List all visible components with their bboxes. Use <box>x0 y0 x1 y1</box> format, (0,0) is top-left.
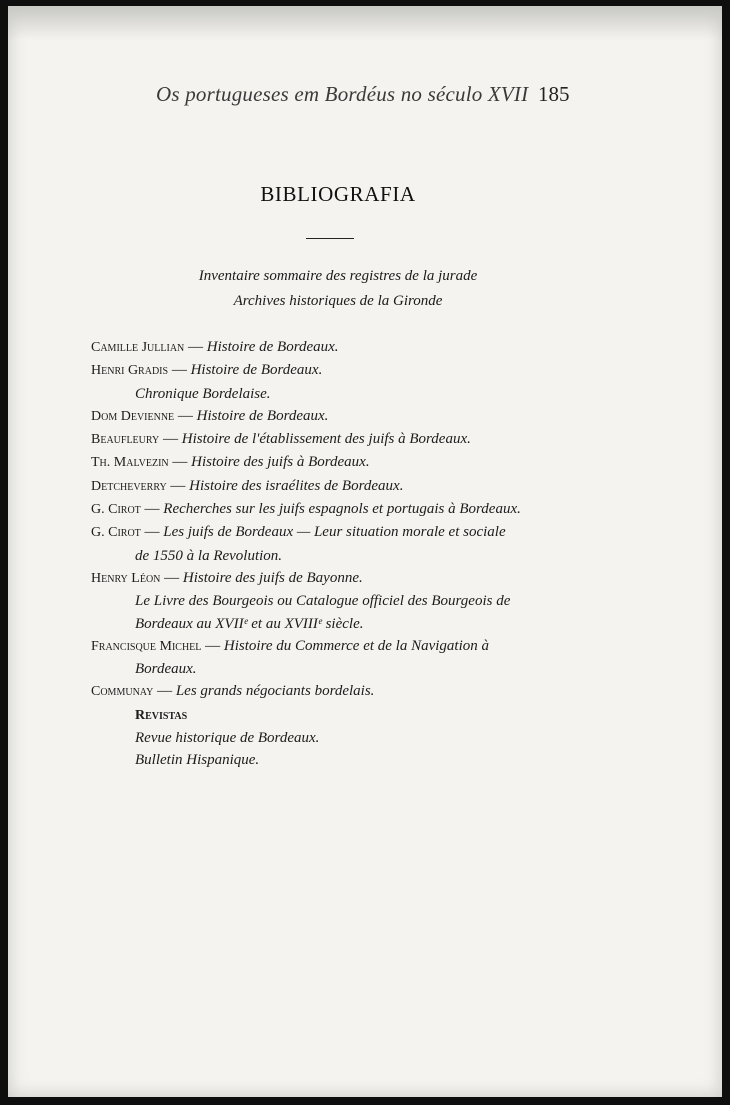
running-head: Os portugueses em Bordéus no século XVII <box>156 82 529 106</box>
bib-separator: — <box>168 362 191 379</box>
bib-author: G. Cirot <box>91 525 141 541</box>
section-heading: BIBLIOGRAFIA <box>260 182 416 206</box>
bib-author: Henri Gradis <box>91 363 169 379</box>
revistas-label <box>91 704 567 727</box>
bib-title: Histoire de Bordeaux. <box>196 407 329 424</box>
page-number: 185 <box>538 82 570 106</box>
bib-entry <box>91 521 567 567</box>
bib-entry <box>91 359 567 382</box>
revistas-label-text: Revistas <box>135 707 188 723</box>
bib-title: Histoire de Bordeaux. <box>190 362 323 379</box>
bib-title-continuation: de 1550 à la Revolution. <box>135 547 283 564</box>
bib-entry <box>91 567 567 590</box>
bib-title: Le Livre des Bourgeois ou Catalogue officiel des Bourgeois de <box>135 593 511 610</box>
bib-title: Histoire des israélites de Bordeaux. <box>189 477 404 494</box>
bib-author: Beaufleury <box>91 432 160 448</box>
revista-item <box>91 749 567 771</box>
bib-separator: — <box>160 569 183 586</box>
bib-separator: — <box>153 683 176 700</box>
bib-title: Histoire de l'établissement des juifs à Bordeaux. <box>181 431 471 448</box>
bib-title: Histoire des juifs de Bayonne. <box>182 569 363 586</box>
bib-entry <box>91 383 567 405</box>
bib-title: Histoire de Bordeaux. <box>206 339 339 355</box>
bib-author: Henry Léon <box>91 570 161 586</box>
bib-author: G. Cirot <box>91 502 141 518</box>
source-line-1: Inventaire sommaire des registres de la jurade <box>198 268 478 284</box>
bib-author: Camille Jullian <box>91 340 185 355</box>
bib-entry <box>91 635 567 681</box>
bib-author: Communay <box>91 684 154 700</box>
bib-author: Dom Devienne <box>91 408 175 424</box>
scan-shadow <box>8 6 722 40</box>
revista-item <box>91 727 567 749</box>
bib-title-continuation: Bordeaux au XVIIᵉ et au XVIIIᵉ siècle. <box>135 615 364 632</box>
bib-title: Recherches sur les juifs espagnols et portugais à Bordeaux. <box>163 501 521 518</box>
revista-title: Revue historique de Bordeaux. <box>135 730 320 747</box>
bib-separator: — <box>201 637 224 654</box>
bibliography-list <box>91 336 567 772</box>
heading-rule <box>306 238 354 239</box>
bib-author: Th. Malvezin <box>91 455 169 471</box>
bib-separator: — <box>166 477 190 494</box>
bib-entry <box>91 475 567 498</box>
bib-separator: — <box>184 339 207 355</box>
bib-entry <box>91 451 567 474</box>
bib-author: Detcheverry <box>91 478 167 494</box>
book-page <box>8 6 722 1097</box>
bib-separator: — <box>140 501 164 518</box>
bib-title: Histoire des juifs à Bordeaux. <box>191 454 370 471</box>
source-line-2: Archives historiques de la Gironde <box>233 293 443 309</box>
bib-title: Chronique Bordelaise. <box>135 385 271 402</box>
bib-entry <box>91 336 567 359</box>
bib-title: Les grands négociants bordelais. <box>175 683 375 700</box>
bib-separator: — <box>168 454 192 471</box>
bib-entry <box>91 498 567 521</box>
bib-title: Histoire du Commerce et de la Navigation à <box>223 637 490 654</box>
bib-separator: — <box>174 407 197 424</box>
bib-title: Les juifs de Bordeaux — Leur situation morale et sociale <box>163 524 506 541</box>
bib-author: Francisque Michel <box>91 638 202 654</box>
bib-entry <box>91 590 567 635</box>
bib-title-continuation: Bordeaux. <box>135 661 197 678</box>
revista-title: Bulletin Hispanique. <box>135 752 260 769</box>
bib-separator: — <box>140 524 164 541</box>
bib-entry <box>91 428 567 451</box>
bib-separator: — <box>159 431 182 448</box>
bib-entry <box>91 405 567 428</box>
bib-entry <box>91 680 567 703</box>
